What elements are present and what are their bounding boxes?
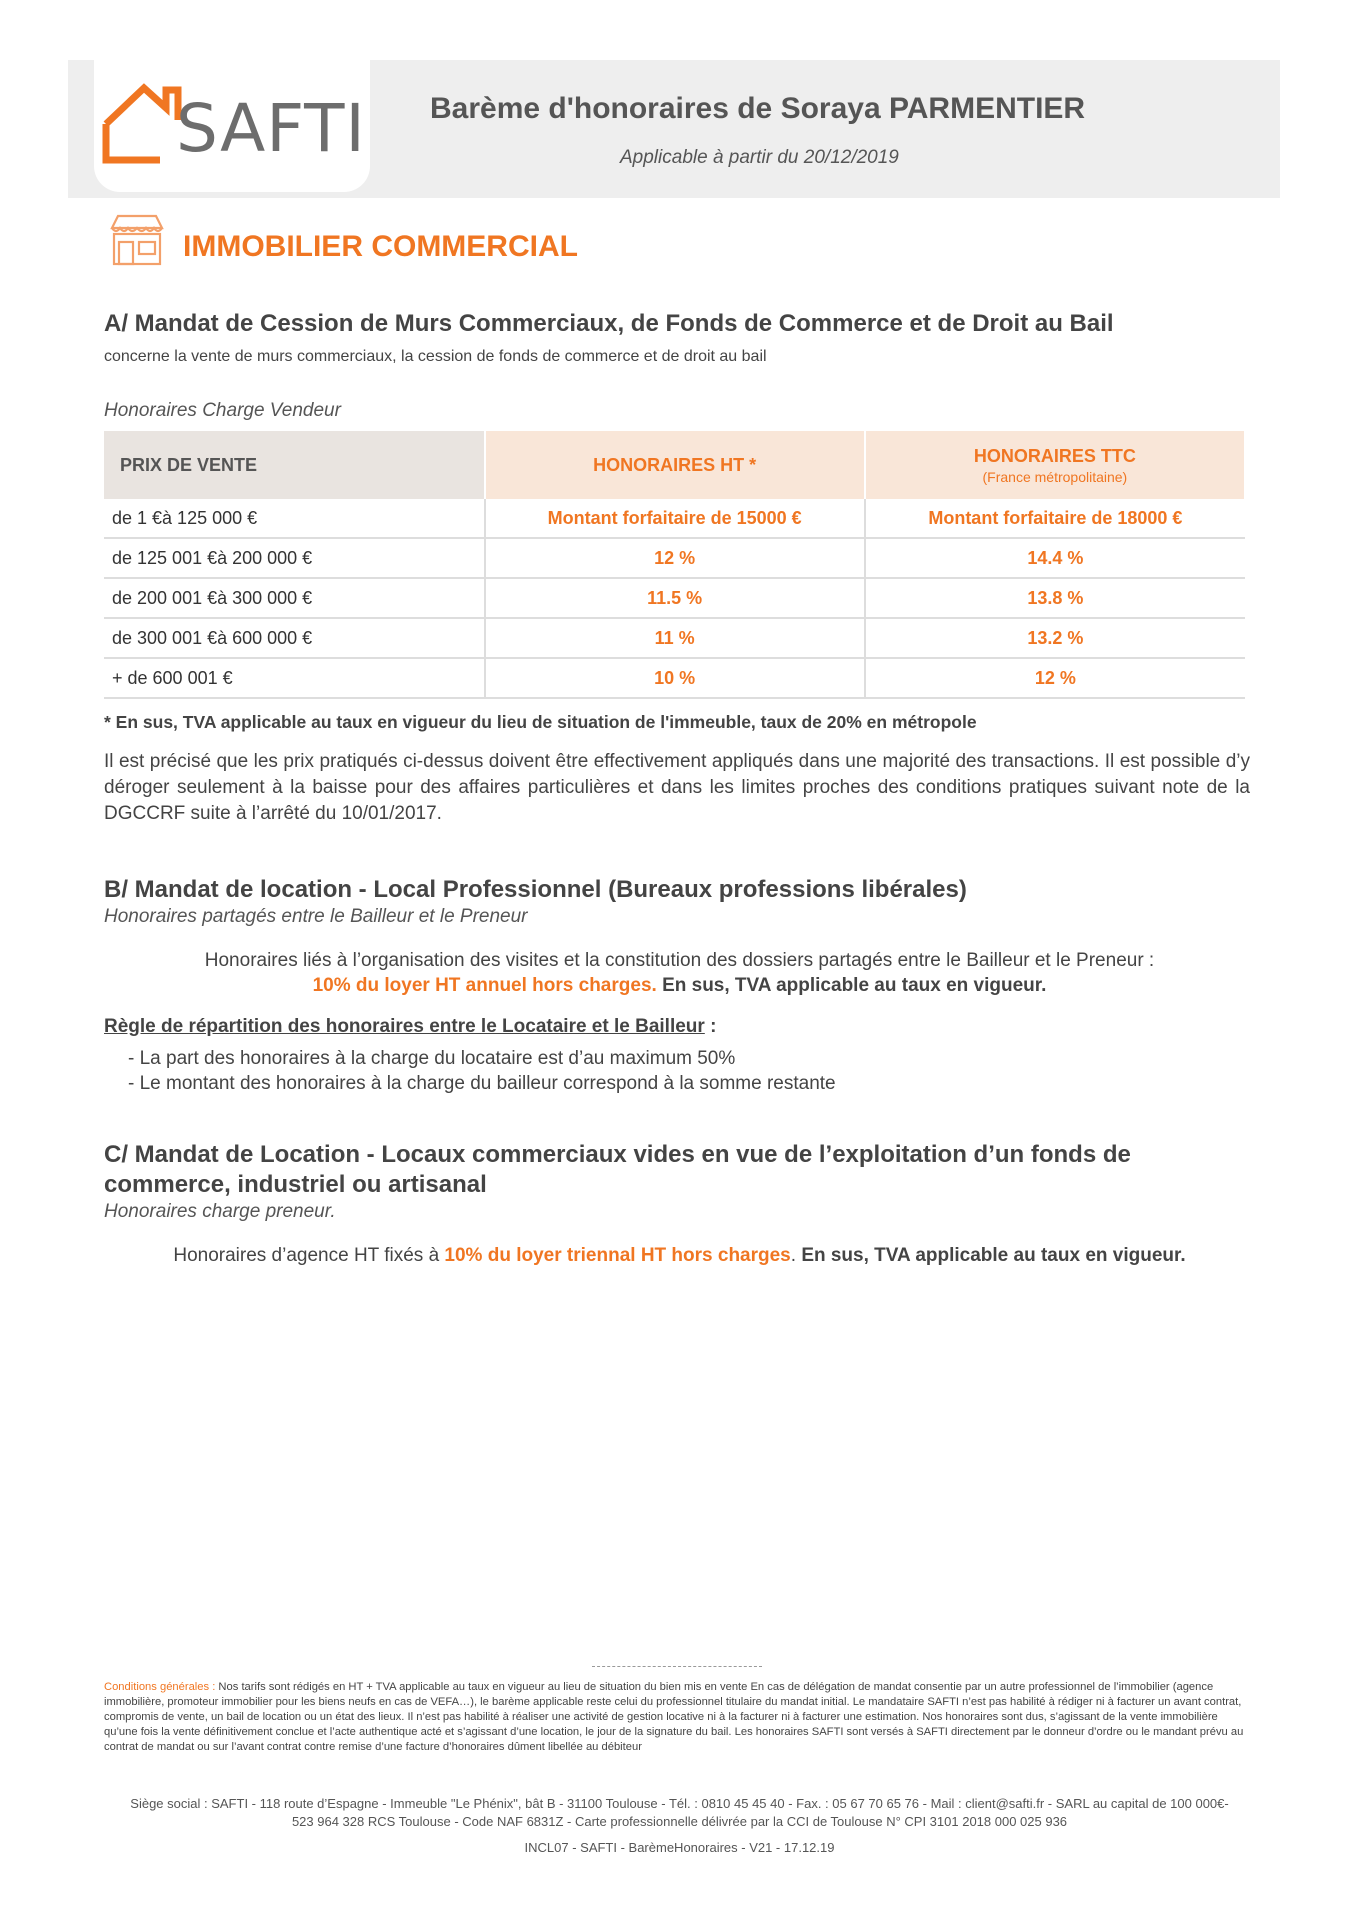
- section-b-title: B/ Mandat de location - Local Professionnel (Bureaux professions libérales): [104, 876, 967, 903]
- section-c-title-line1: C/ Mandat de Location - Locaux commerciaux vides en vue de l’exploitation d’un fonds de: [104, 1141, 1131, 1168]
- fee-ht: 12 %: [485, 538, 865, 578]
- section-a-charge: Honoraires Charge Vendeur: [104, 400, 341, 421]
- section-title: IMMOBILIER COMMERCIAL: [183, 230, 578, 263]
- dgccrf-paragraph: Il est précisé que les prix pratiqués ci-dessus doivent être effectivement appliqués dans une majorité des transactions. Il est possible d’y déroger seulement à la baisse pour des affaires particulières et dans les limites proches des conditions pratiques suivant note de la DGCCRF suite à l’arrêté du 10/01/2017.: [104, 751, 1250, 824]
- fee-ht: 11 %: [485, 618, 865, 658]
- column-header-ttc-label: HONORAIRES TTC: [973, 445, 1136, 466]
- page-title: Barème d'honoraires de Soraya PARMENTIER: [430, 92, 1086, 125]
- table-header-row: [104, 431, 1245, 499]
- section-b-charge: Honoraires partagés entre le Bailleur et le Preneur: [104, 906, 528, 927]
- section-c-charge: Honoraires charge preneur.: [104, 1201, 336, 1222]
- fee-ht: 10 %: [485, 658, 865, 698]
- section-a-title: A/ Mandat de Cession de Murs Commerciaux, de Fonds de Commerce et de Droit au Bail: [104, 310, 1114, 337]
- section-a-description: concerne la vente de murs commerciaux, la cession de fonds de commerce et de droit au bail: [104, 348, 767, 365]
- document-reference: INCL07 - SAFTI - BarèmeHonoraires - V21 - 17.12.19: [524, 1840, 835, 1855]
- rule-list: [128, 1046, 836, 1096]
- table-row: [104, 658, 1245, 698]
- price-range: de 300 001 €à 600 000 €: [104, 618, 485, 658]
- fee-ht: Montant forfaitaire de 15000 €: [485, 499, 865, 538]
- conditions-label: Conditions générales :: [104, 1681, 216, 1693]
- column-header-ttc-sub: (France métropolitaine): [982, 468, 1128, 485]
- rule-title-colon: :: [704, 1016, 717, 1037]
- section-c-vat: En sus, TVA applicable au taux en vigueur.: [801, 1245, 1186, 1266]
- section-c-line: [0, 1245, 1359, 1267]
- fee-ttc: 13.8 %: [865, 578, 1245, 618]
- logo-text: SAFTI: [176, 90, 366, 167]
- conditions-generales: [104, 1680, 1254, 1755]
- column-header-price: PRIX DE VENTE: [104, 431, 485, 499]
- list-item: - La part des honoraires à la charge du locataire est d’au maximum 50%: [128, 1048, 736, 1069]
- price-range: de 200 001 €à 300 000 €: [104, 578, 485, 618]
- fees-table: [104, 431, 1246, 699]
- footer-separator: [592, 1666, 762, 1667]
- fee-ttc: 12 %: [865, 658, 1245, 698]
- shop-icon: [108, 214, 166, 266]
- list-item: - Le montant des honoraires à la charge du bailleur correspond à la somme restante: [128, 1073, 836, 1094]
- section-b-rate: 10% du loyer HT annuel hors charges.: [312, 975, 657, 996]
- table-row: [104, 538, 1245, 578]
- section-c-title-line2: commerce, industriel ou artisanal: [104, 1171, 487, 1198]
- table-row: [104, 499, 1245, 538]
- section-c-rate: 10% du loyer triennal HT hors charges: [444, 1245, 791, 1266]
- siege-line2: 523 964 328 RCS Toulouse - Code NAF 6831Z - Carte professionnelle délivrée par la CCI de Toulouse N° CPI 3101 2018 000 025 936: [291, 1814, 1068, 1829]
- rule-title: [104, 1016, 716, 1038]
- fee-ttc: 13.2 %: [865, 618, 1245, 658]
- section-b-vat: En sus, TVA applicable au taux en vigueur.: [662, 975, 1047, 996]
- table-row: [104, 618, 1245, 658]
- column-header-ht: HONORAIRES HT *: [485, 431, 865, 499]
- vat-note: * En sus, TVA applicable au taux en vigueur du lieu de situation de l'immeuble, taux de 20% en métropole: [104, 712, 977, 732]
- price-range: + de 600 001 €: [104, 658, 485, 698]
- table-row: [104, 578, 1245, 618]
- fee-ht: 11.5 %: [485, 578, 865, 618]
- column-header-ttc: [865, 431, 1245, 499]
- section-c-line-start: Honoraires d’agence HT fixés à: [173, 1245, 445, 1266]
- price-range: de 1 €à 125 000 €: [104, 499, 485, 538]
- siege-line1: Siège social : SAFTI - 118 route d’Espagne - Immeuble "Le Phénix", bât B - 31100 Toulouse - Tél. : 0810 45 45 40 - Fax. : 05 67 70 65 76 - Mail : client@safti.fr - SARL au capital de 100 000€-: [130, 1796, 1229, 1811]
- fee-ttc: 14.4 %: [865, 538, 1245, 578]
- section-b-line1: Honoraires liés à l’organisation des visites et la constitution des dossiers partagés entre le Bailleur et le Preneur :: [204, 950, 1155, 971]
- conditions-text: Nos tarifs sont rédigés en HT + TVA applicable au taux en vigueur au lieu de situation du bien mis en vente En cas de délégation de mandat consentie par un autre professionnel de l’immobilier (agence immobilière, promoteur immobilier pour les biens neufs en cas de VEFA…), le barème applicable reste celui du professionnel titulaire du mandat initial. Le mandataire SAFTI n’est pas habilité à rédiger ni à facturer un avant contrat, compromis de vente, un bail de location ou un état des lieux. Il n’est pas habilité à réaliser une activité de gestion locative ni à la facturer ni à facturer une estimation. Nos honoraires sont dus, s’agissant de la vente immobilière qu’une fois la vente définitivement conclue et l’acte authentique acté et s’agissant d’une location, le jour de la signature du bail. Les honoraires SAFTI sont versés à SAFTI directement par le donneur d’ordre ou le mandant prévu au contrat de mandat ou sur l’avant contrat contre remise d’une facture d’honoraires dûment libellée au débiteur: [104, 1681, 1244, 1753]
- rule-title-text: Règle de répartition des honoraires entre le Locataire et le Bailleur: [104, 1016, 705, 1037]
- fee-ttc: Montant forfaitaire de 18000 €: [865, 499, 1245, 538]
- section-c-dot: .: [790, 1245, 802, 1266]
- price-range: de 125 001 €à 200 000 €: [104, 538, 485, 578]
- page-subtitle: Applicable à partir du 20/12/2019: [620, 147, 899, 168]
- section-b-line2: [0, 975, 1359, 997]
